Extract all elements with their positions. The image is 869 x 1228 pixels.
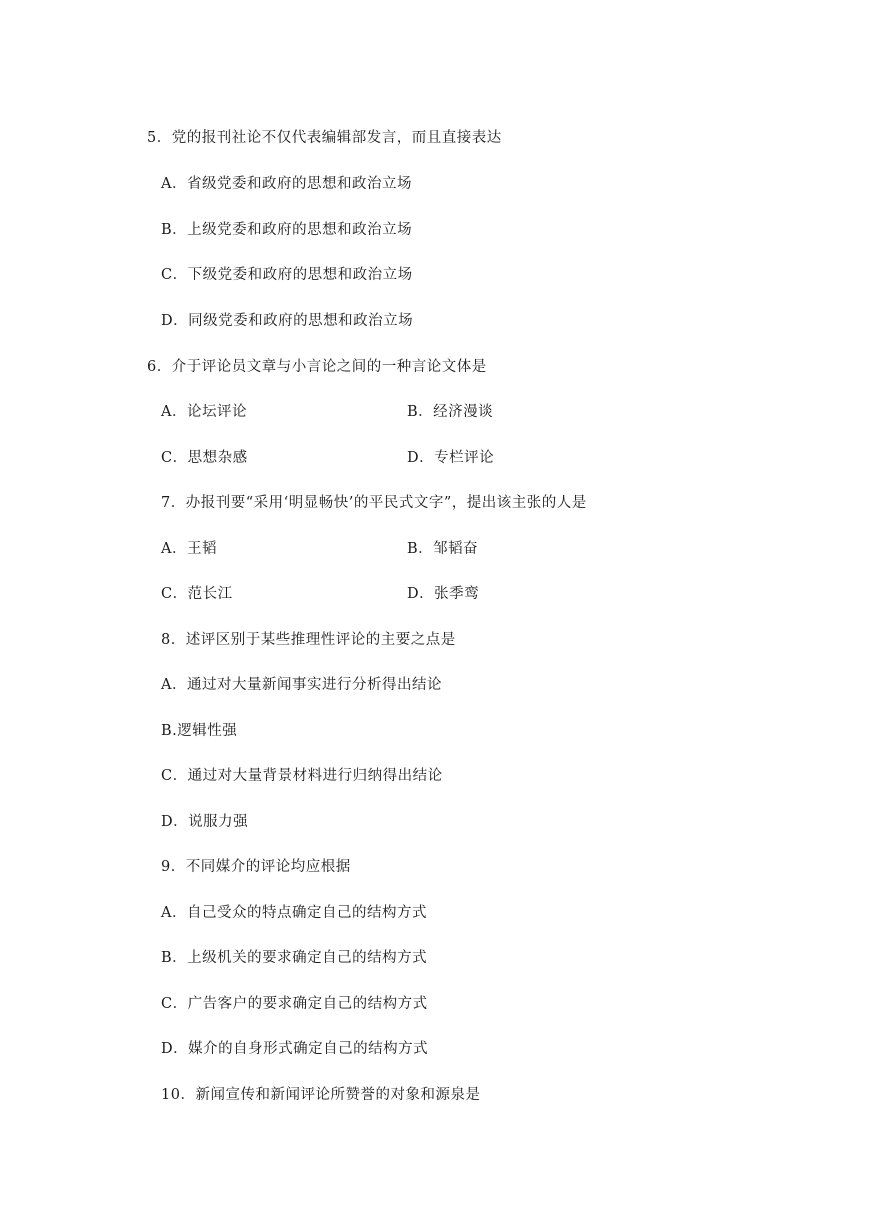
question-7-option-b: B．邹韬奋 — [407, 541, 479, 557]
question-5-option-d: D．同级党委和政府的思想和政治立场 — [161, 313, 414, 329]
question-10-stem: 10．新闻宣传和新闻评论所赞誉的对象和源泉是 — [161, 1087, 481, 1103]
question-9-option-b: B．上级机关的要求确定自己的结构方式 — [161, 950, 428, 966]
question-5-option-a: A．省级党委和政府的思想和政治立场 — [161, 176, 412, 192]
question-5-stem: 5．党的报刊社论不仅代表编辑部发言，而且直接表达 — [147, 130, 502, 146]
question-7-option-a: A．王韬 — [161, 541, 217, 557]
question-8-option-a: A．通过对大量新闻事实进行分析得出结论 — [161, 677, 442, 693]
question-9-stem: 9．不同媒介的评论均应根据 — [161, 859, 351, 875]
question-7-stem: 7．办报刊要“采用‘明显畅快’的平民式文字”，提出该主张的人是 — [161, 495, 587, 511]
question-8-option-c: C．通过对大量背景材料进行归纳得出结论 — [161, 768, 443, 784]
question-6-option-b: B．经济漫谈 — [407, 404, 494, 420]
question-8-stem: 8．述评区别于某些推理性评论的主要之点是 — [161, 632, 456, 648]
question-8-option-b: B.逻辑性强 — [161, 723, 238, 739]
question-6-option-c: C．思想杂感 — [161, 450, 248, 466]
question-9-option-c: C．广告客户的要求确定自己的结构方式 — [161, 996, 428, 1012]
question-9-option-d: D．媒介的自身形式确定自己的结构方式 — [161, 1041, 429, 1057]
question-6-stem: 6．介于评论员文章与小言论之间的一种言论文体是 — [147, 359, 487, 375]
question-9-option-a: A．自己受众的特点确定自己的结构方式 — [161, 905, 427, 921]
question-7-option-c: C．范长江 — [161, 586, 233, 602]
question-6-option-a: A．论坛评论 — [161, 404, 247, 420]
question-8-option-d: D．说服力强 — [161, 814, 249, 830]
question-6-option-d: D．专栏评论 — [407, 450, 495, 466]
question-5-option-c: C．下级党委和政府的思想和政治立场 — [161, 267, 413, 283]
question-7-option-d: D．张季鸾 — [407, 586, 480, 602]
question-5-option-b: B．上级党委和政府的思想和政治立场 — [161, 222, 413, 238]
